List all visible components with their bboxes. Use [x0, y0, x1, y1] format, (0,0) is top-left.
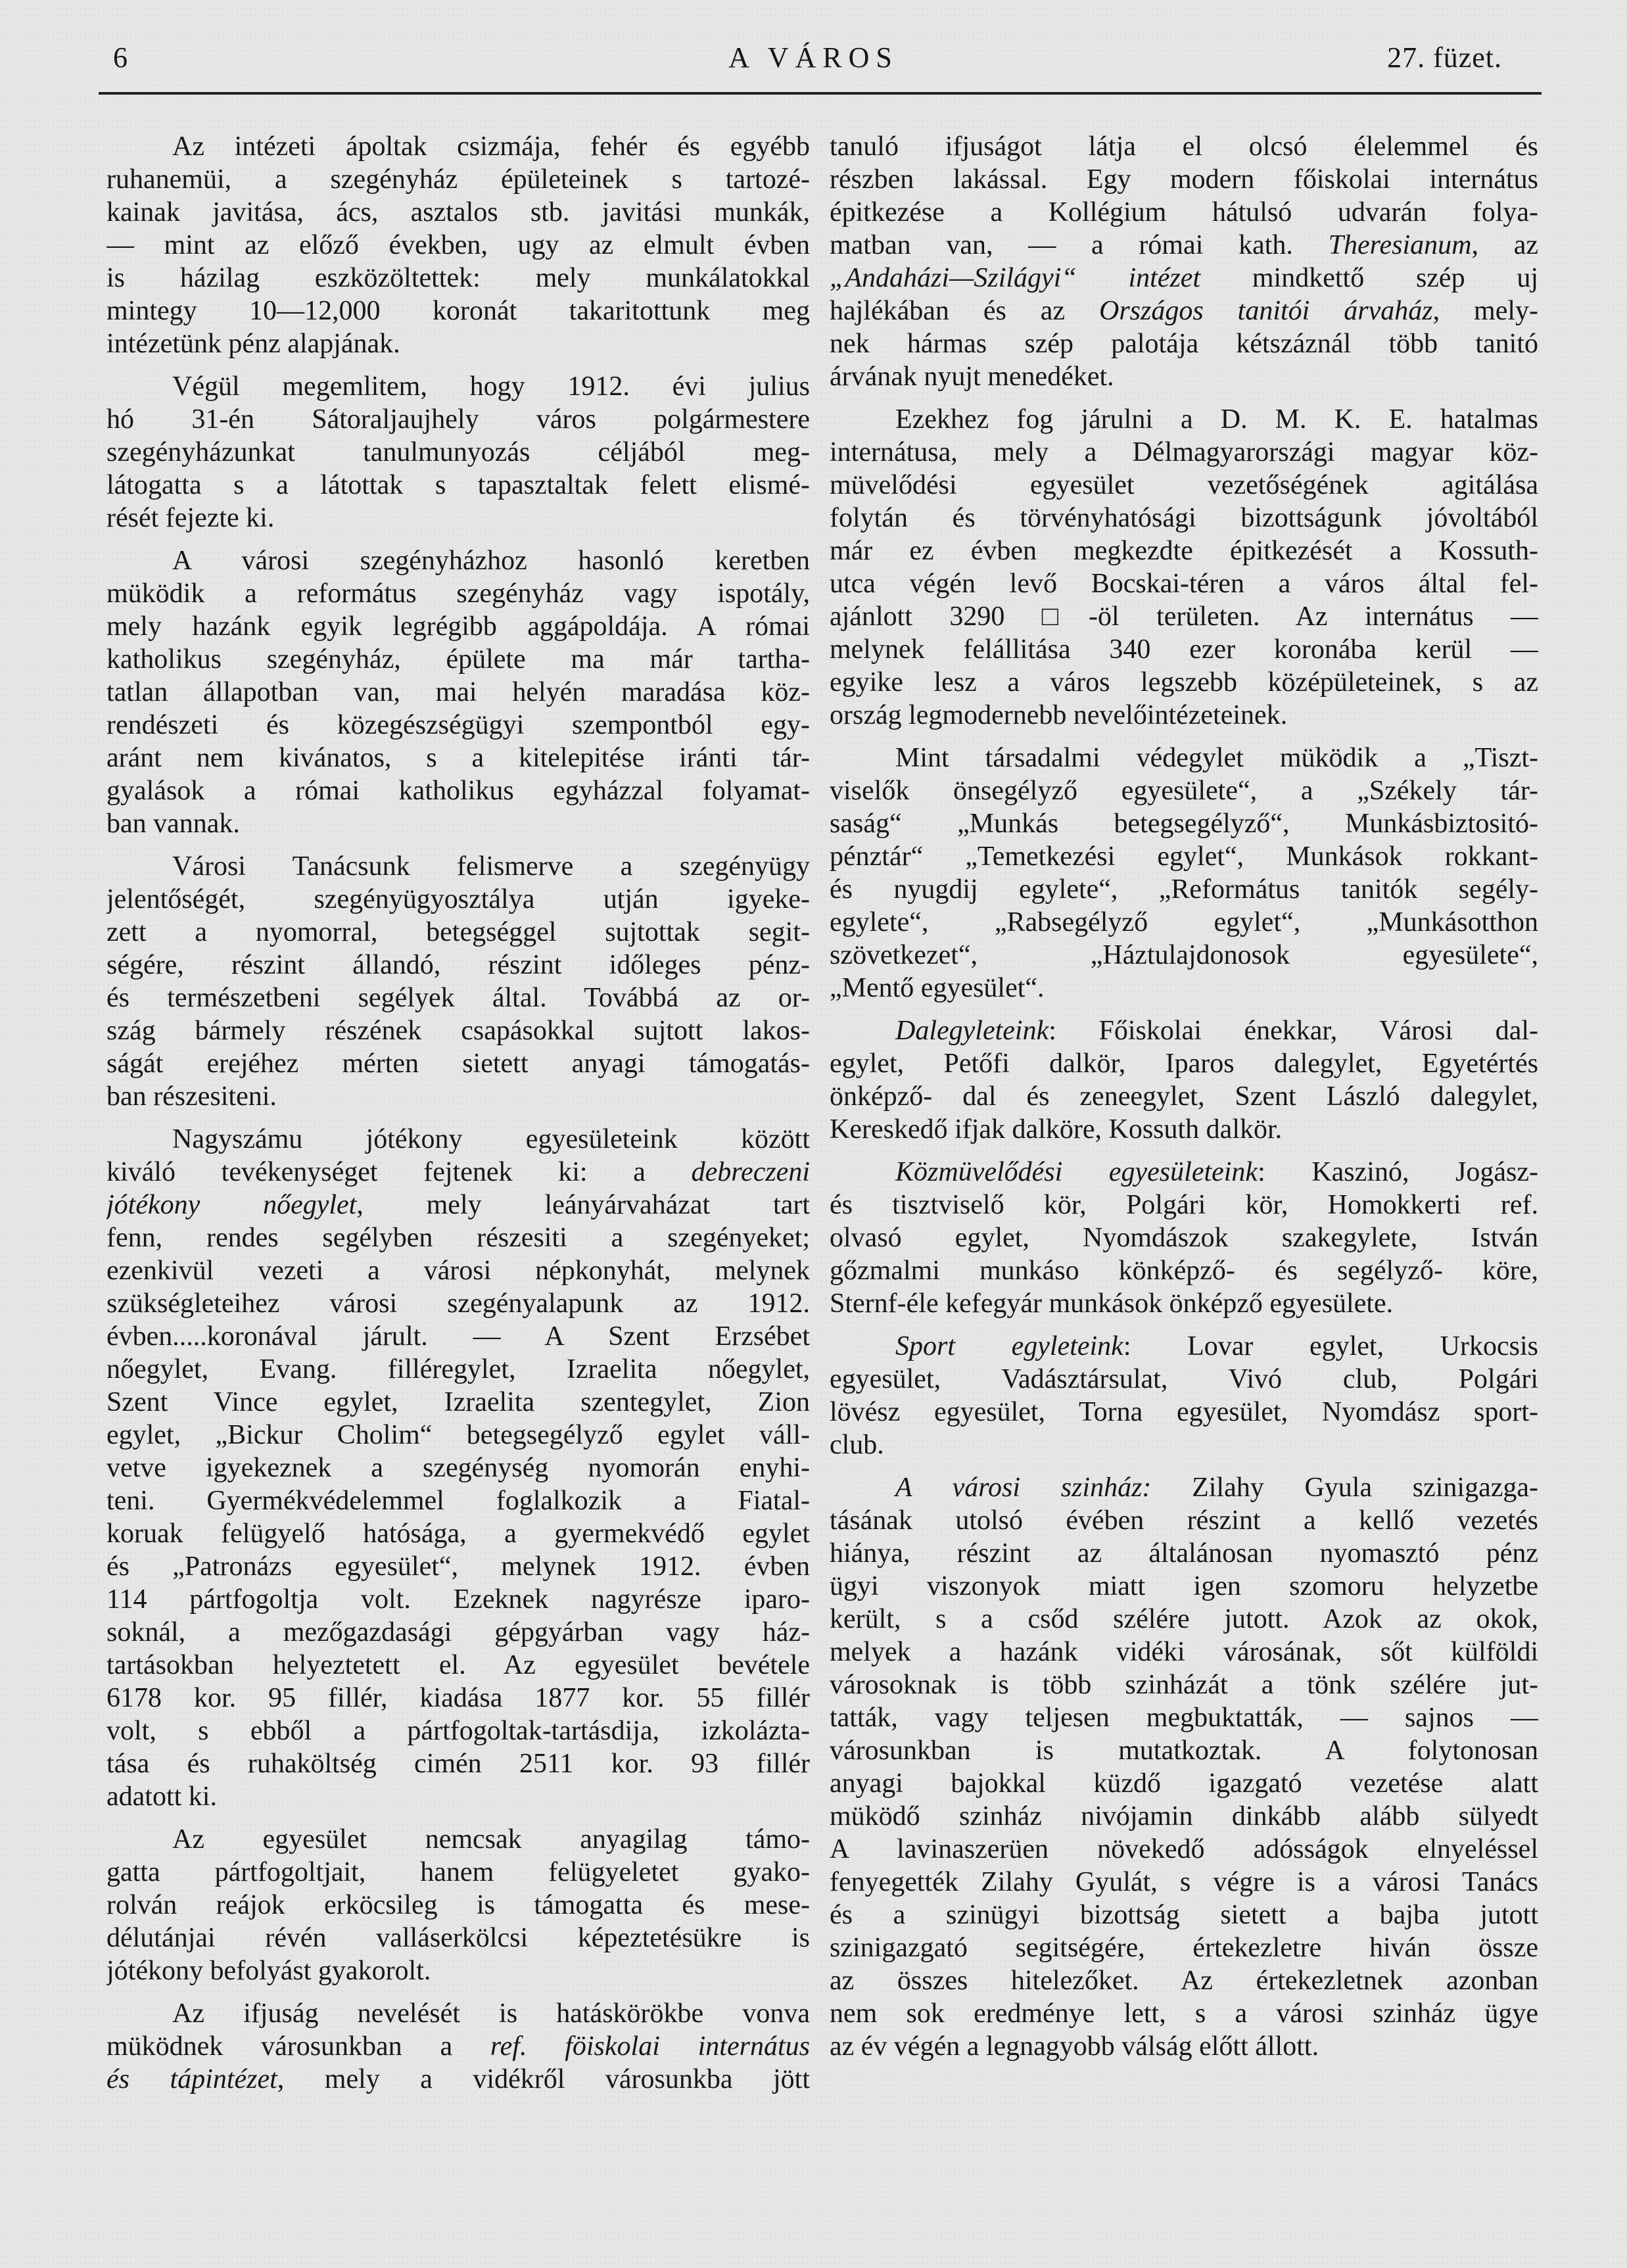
text-line — [106, 1221, 810, 1254]
text-line — [106, 577, 810, 610]
text-line — [830, 1047, 1538, 1080]
text-line — [830, 1636, 1538, 1668]
text-line — [106, 130, 810, 163]
text-line — [106, 1047, 810, 1080]
italic-segment: Theresianum — [1328, 230, 1472, 260]
text-line — [106, 1889, 810, 1922]
text-segment: hiánya, részint az általánosan nyomasztó pénz — [830, 1538, 1538, 1569]
text-segment: mely hazánk egyik legrégibb aggápoldája. A római — [106, 611, 810, 642]
text-segment: kiváló tevékenységet fejtenek ki: a — [106, 1157, 692, 1187]
text-segment: ságát erejéhez mérten sietett anyagi támogatás- — [106, 1049, 810, 1079]
paragraph — [830, 742, 1538, 1004]
text-line — [106, 403, 810, 436]
text-line — [106, 1550, 810, 1583]
text-line — [106, 436, 810, 469]
text-line — [106, 1823, 810, 1856]
text-segment: az év végén a legnagyobb válság előtt állott. — [830, 2031, 1319, 2062]
text-segment: részben lakással. Egy modern főiskolai internátus — [830, 164, 1538, 195]
text-line — [830, 873, 1538, 906]
text-line — [830, 1866, 1538, 1899]
text-line — [830, 2030, 1538, 2063]
text-segment: tásának utolsó évében részint a kellő vezetés — [830, 1505, 1538, 1536]
text-line — [830, 360, 1538, 393]
text-line — [830, 1396, 1538, 1429]
text-line — [830, 1964, 1538, 1997]
text-segment: épitkezése a Kollégium hátulsó udvarán folya- — [830, 197, 1538, 227]
text-line — [106, 1747, 810, 1780]
paragraph — [106, 370, 810, 534]
text-line — [830, 600, 1538, 633]
italic-segment: Közmüvelődési egyesületeink — [895, 1157, 1258, 1187]
text-line — [106, 196, 810, 229]
text-segment: ban részesiteni. — [106, 1081, 277, 1112]
text-segment: egylet, Petőfi dalkör, Iparos dalegylet, Egyetértés — [830, 1049, 1538, 1079]
text-line — [106, 1353, 810, 1386]
text-line — [106, 1123, 810, 1156]
journal-title: A VÁROS — [728, 41, 899, 74]
text-line — [830, 1603, 1538, 1636]
text-line — [830, 469, 1538, 502]
text-line — [830, 1014, 1538, 1047]
text-line — [106, 1997, 810, 2030]
text-line — [830, 1363, 1538, 1396]
text-line — [830, 939, 1538, 972]
text-line — [106, 544, 810, 577]
text-line — [106, 1419, 810, 1452]
text-line — [106, 1682, 810, 1714]
text-line — [106, 262, 810, 295]
italic-segment: jótékony nőegylet — [106, 1190, 357, 1220]
text-segment: vetve igyekeznek a szegénység nyomorán enyhi- — [106, 1453, 810, 1483]
text-line — [106, 502, 810, 534]
text-segment: és „Patronázs egyesület“, melynek 1912. évben — [106, 1551, 810, 1582]
text-line — [830, 327, 1538, 360]
text-line — [830, 436, 1538, 469]
text-line — [106, 1287, 810, 1320]
text-line — [830, 1429, 1538, 1461]
text-segment: jótékony befolyást gyakorolt. — [106, 1956, 431, 1986]
text-segment: Kereskedő ifjak dalköre, Kossuth dalkör. — [830, 1114, 1283, 1145]
text-segment: A lavinaszerüen növekedő adósságok elnyeléssel — [830, 1834, 1538, 1864]
header-rule — [99, 92, 1542, 95]
text-line — [830, 1833, 1538, 1866]
text-segment: folytán és törvényhatósági bizottságunk jóvoltából — [830, 503, 1538, 533]
text-line — [830, 1767, 1538, 1800]
text-segment: rendészeti és közegészségügyi szempontból egy- — [106, 710, 810, 740]
text-line — [830, 1113, 1538, 1146]
text-segment: Végül megemlitem, hogy 1912. évi julius — [172, 371, 810, 402]
text-line — [830, 1471, 1538, 1504]
text-line — [106, 1856, 810, 1889]
text-segment: , az — [1471, 230, 1538, 260]
text-segment: Mint társadalmi védegylet müködik a „Tiszt- — [895, 743, 1538, 773]
text-line — [830, 229, 1538, 262]
text-line — [830, 196, 1538, 229]
text-segment: gatta pártfogoltjait, hanem felügyeletet gyako- — [106, 1857, 810, 1887]
italic-segment: Sport egyleteink — [895, 1331, 1123, 1361]
text-segment: Az ifjuság nevelését is hatáskörökbe vonva — [172, 1998, 810, 2029]
text-line — [830, 1899, 1538, 1931]
text-segment: — mint az előző években, ugy az elmult évben — [106, 230, 810, 260]
text-segment: gyalások a római katholikus egyházzal folyamat- — [106, 776, 810, 806]
text-line — [106, 807, 810, 840]
text-line — [830, 699, 1538, 732]
text-segment: Nagyszámu jótékony egyesületeink között — [172, 1124, 810, 1154]
text-line — [106, 1954, 810, 1987]
text-line — [830, 130, 1538, 163]
text-line — [106, 916, 810, 949]
text-segment: volt, s ebből a pártfogoltak-tartásdija, izkolázta- — [106, 1716, 810, 1746]
text-line — [830, 840, 1538, 873]
text-segment: árvának nyujt menedéket. — [830, 362, 1114, 392]
text-segment: városunkban is mutatkoztak. A folytonosan — [830, 1736, 1538, 1766]
text-line — [830, 534, 1538, 567]
text-segment: ruhanemüi, a szegényház épületeinek s tartozé- — [106, 164, 810, 195]
text-segment: szükségleteihez városi szegényalapunk az 1912. — [106, 1288, 810, 1319]
text-segment: tatlan állapotban van, mai helyén maradása köz- — [106, 677, 810, 707]
paragraph — [830, 403, 1538, 732]
text-segment: melynek felállitása 340 ezer koronába kerül — — [830, 634, 1538, 665]
text-line — [106, 1780, 810, 1813]
text-segment: Zilahy Gyula szinigazga- — [1151, 1473, 1538, 1503]
text-line — [106, 469, 810, 502]
text-segment: évben.....koronával járult. — A Szent Erzsébet — [106, 1321, 810, 1352]
text-segment: tása és ruhaköltség cimén 2511 kor. 93 fillér — [106, 1749, 810, 1779]
paragraph — [830, 1471, 1538, 2063]
text-segment: tanuló ifjuságot látja el olcsó élelemmel és — [830, 131, 1538, 162]
text-segment: „Mentő egyesület“. — [830, 973, 1045, 1003]
text-line — [830, 1800, 1538, 1833]
text-segment: az összes hitelezőket. Az értekezletnek azonban — [830, 1966, 1538, 1996]
text-line — [106, 1320, 810, 1353]
text-segment: egylet, „Bickur Cholim“ betegsegélyző egylet váll- — [106, 1420, 810, 1450]
text-segment: aránt nem kivánatos, s a kitelepitése iránti tár- — [106, 743, 810, 773]
text-segment: látogatta s a látottak s tapasztaltak felett elismé- — [106, 470, 810, 500]
text-segment: müködő szinház nivójamin dinkább alább sülyedt — [830, 1801, 1538, 1831]
text-line — [106, 229, 810, 262]
text-segment: utca végén levő Bocskai-téren a város által fel- — [830, 569, 1538, 599]
text-segment: pénztár“ „Temetkezési egylet“, Munkások rokkant- — [830, 841, 1538, 872]
text-segment: ségére, részint állandó, részint időleges pénz- — [106, 950, 810, 980]
text-segment: szegényházunkat tanulmunyozás céljából meg- — [106, 437, 810, 467]
text-segment: , mely a vidékről városunkba jött — [277, 2064, 810, 2094]
text-line — [106, 163, 810, 196]
italic-segment: „Andaházi—Szilágyi“ intézet — [830, 263, 1201, 293]
text-segment: fenyegették Zilahy Gyulát, s végre is a városi Tanács — [830, 1867, 1538, 1897]
text-segment: és nyugdij egylete“, „Református tanitók segély- — [830, 874, 1538, 905]
text-segment: önképző- dal és zeneegylet, Szent László dalegylet, — [830, 1081, 1538, 1112]
text-segment: , mely leányárvaházat tart — [356, 1190, 810, 1220]
text-line — [106, 850, 810, 883]
paragraph — [830, 130, 1538, 393]
text-segment: egyesület, Vadásztársulat, Vivó club, Polgári — [830, 1364, 1538, 1394]
text-segment: müködik a református szegényház vagy ispotály, — [106, 579, 810, 609]
text-line — [830, 972, 1538, 1004]
text-line — [830, 1701, 1538, 1734]
text-segment: nek hármas szép palotája kétszáznál több tanitó — [830, 329, 1538, 359]
text-line — [830, 1080, 1538, 1113]
text-segment: városoknak is több szinházát a tönk szélére jut- — [830, 1670, 1538, 1700]
text-line — [106, 1517, 810, 1550]
text-line — [106, 327, 810, 360]
text-line — [830, 807, 1538, 840]
text-line — [830, 1504, 1538, 1537]
text-line — [106, 1484, 810, 1517]
text-segment: egyike lesz a város legszebb középületeinek, s az — [830, 667, 1538, 697]
text-line — [106, 883, 810, 916]
text-line — [106, 1583, 810, 1616]
italic-segment: A városi szinház: — [895, 1473, 1152, 1503]
text-line — [830, 1330, 1538, 1363]
text-segment: szág bármely részének csapásokkal sujtott lakos- — [106, 1016, 810, 1046]
text-line — [830, 1570, 1538, 1603]
text-line — [830, 403, 1538, 436]
text-segment: 114 pártfogoltja volt. Ezeknek nagyrésze iparo- — [106, 1584, 810, 1615]
text-segment: ország legmodernebb nevelőintézeteinek. — [830, 700, 1288, 730]
text-line — [830, 774, 1538, 807]
text-line — [830, 1668, 1538, 1701]
text-line — [106, 370, 810, 403]
text-segment: kainak javitása, ács, asztalos stb. javitási munkák, — [106, 197, 810, 227]
left-column — [106, 130, 810, 2096]
text-segment: és természetbeni segélyek által. Továbbá az or- — [106, 983, 810, 1013]
text-segment: Az egyesület nemcsak anyagilag támo- — [172, 1824, 810, 1855]
text-segment: : Főiskolai énekkar, Városi dal- — [1049, 1016, 1538, 1046]
text-line — [830, 1221, 1538, 1254]
text-segment: müvelődési egyesület vezetőségének agitálása — [830, 470, 1538, 500]
issue-number: 27. füzet. — [1387, 41, 1502, 74]
text-line — [830, 1997, 1538, 2030]
text-segment: adatott ki. — [106, 1782, 217, 1812]
text-segment: soknál, a mezőgazdasági gépgyárban vagy ház- — [106, 1617, 810, 1647]
text-line — [106, 949, 810, 981]
text-segment: is házilag eszközöltettek: mely munkálatokkal — [106, 263, 810, 293]
text-segment: anyagi bajokkal küzdő igazgató vezetése alatt — [830, 1768, 1538, 1799]
text-segment: mintegy 10—12,000 koronát takaritottunk meg — [106, 296, 810, 326]
text-segment: teni. Gyermékvédelemmel foglalkozik a Fiatal- — [106, 1486, 810, 1516]
text-segment: ezenkivül vezeti a városi népkonyhát, melynek — [106, 1256, 810, 1286]
text-segment: : Lovar egylet, Urkocsis — [1123, 1331, 1538, 1361]
text-line — [830, 1156, 1538, 1189]
text-segment: , mely- — [1432, 296, 1538, 326]
text-segment: gőzmalmi munkáso könképző- és segélyző- köre, — [830, 1256, 1538, 1286]
text-segment: viselők önsegélyző egyesülete“, a „Székely tár- — [830, 776, 1538, 806]
text-segment: olvasó egylet, Nyomdászok szakegylete, István — [830, 1223, 1538, 1253]
text-line — [830, 1287, 1538, 1320]
paragraph — [106, 1997, 810, 2096]
text-line — [106, 1080, 810, 1113]
text-line — [106, 709, 810, 742]
text-segment: szinigazgató segitségére, értekezletre hiván össze — [830, 1933, 1538, 1963]
text-segment: jelentőségét, szegényügyosztálya utján igyeke- — [106, 884, 810, 914]
text-line — [106, 643, 810, 676]
text-segment: hó 31-én Sátoraljaujhely város polgármestere — [106, 404, 810, 435]
right-column — [830, 130, 1538, 2063]
text-segment: matban van, — a római kath. — [830, 230, 1329, 260]
text-segment: nem sok eredménye lett, s a városi szinház ügye — [830, 1998, 1538, 2029]
text-line — [106, 2063, 810, 2096]
text-segment: délutánjai révén valláserkölcsi képeztetésükre is — [106, 1923, 810, 1953]
italic-segment: Dalegyleteink — [895, 1016, 1049, 1046]
text-line — [830, 1537, 1538, 1570]
text-segment: ügyi viszonyok miatt igen szomoru helyzetbe — [830, 1571, 1538, 1601]
italic-segment: debreczeni — [691, 1157, 810, 1187]
text-segment: tartásokban helyeztetett el. Az egyesület bevétele — [106, 1650, 810, 1680]
paragraph — [830, 1156, 1538, 1320]
text-line — [106, 981, 810, 1014]
text-segment: Sternf-éle kefegyár munkások önképző egyesülete. — [830, 1288, 1394, 1319]
text-line — [106, 1616, 810, 1649]
text-segment: hajlékában és az — [830, 296, 1099, 326]
paragraph — [106, 1123, 810, 1813]
text-line — [830, 1931, 1538, 1964]
text-segment: Ezekhez fog járulni a D. M. K. E. hatalmas — [895, 404, 1538, 435]
paragraph — [830, 1330, 1538, 1461]
text-line — [830, 1734, 1538, 1767]
text-segment: került, s a csőd szélére jutott. Azok az okok, — [830, 1604, 1538, 1634]
text-line — [106, 610, 810, 643]
text-line — [106, 2030, 810, 2063]
text-segment: intézetünk pénz alapjának. — [106, 329, 400, 359]
page-number: 6 — [113, 41, 128, 74]
text-line — [830, 262, 1538, 295]
italic-segment: és tápintézet — [106, 2064, 277, 2094]
text-segment: és a szinügyi bizottság sietett a bajba jutott — [830, 1900, 1538, 1930]
text-line — [106, 1254, 810, 1287]
text-segment: müködnek városunkban a — [106, 2031, 490, 2062]
text-line — [830, 567, 1538, 600]
text-line — [106, 676, 810, 709]
text-line — [830, 1189, 1538, 1221]
paragraph — [106, 850, 810, 1113]
text-segment: ajánlott 3290 □-öl területen. Az internátus — — [830, 602, 1538, 632]
text-segment: rését fejezte ki. — [106, 503, 275, 533]
text-line — [830, 666, 1538, 699]
text-segment: koruak felügyelő hatósága, a gyermekvédő egylet — [106, 1519, 810, 1549]
text-line — [106, 774, 810, 807]
text-segment: már ez évben megkezdte épitkezését a Kossuth- — [830, 536, 1538, 566]
text-segment: saság“ „Munkás betegsegélyző“, Munkásbiztositó- — [830, 809, 1538, 839]
text-segment: zett a nyomorral, betegséggel sujtottak segit- — [106, 917, 810, 947]
text-segment: rolván reájok erköcsileg is támogatta és mese- — [106, 1890, 810, 1920]
italic-segment: ref. föiskolai internátus — [490, 2031, 810, 2062]
text-line — [830, 502, 1538, 534]
text-segment: ban vannak. — [106, 809, 240, 839]
text-line — [106, 295, 810, 327]
text-segment: melyek a hazánk vidéki városának, sőt külföldi — [830, 1637, 1538, 1667]
text-segment: nőegylet, Evang. filléregylet, Izraelita nőegylet, — [106, 1354, 810, 1384]
text-line — [830, 163, 1538, 196]
text-line — [106, 1014, 810, 1047]
text-segment: Városi Tanácsunk felismerve a szegényügy — [172, 851, 810, 882]
text-segment: egylete“, „Rabsegélyző egylet“, „Munkásotthon — [830, 907, 1538, 937]
text-line — [106, 1452, 810, 1484]
text-line — [106, 1189, 810, 1221]
text-segment: fenn, rendes segélyben részesiti a szegényeket; — [106, 1223, 810, 1253]
text-line — [106, 1714, 810, 1747]
paragraph — [830, 1014, 1538, 1146]
text-segment: tatták, vagy teljesen megbuktatták, — sajnos — — [830, 1703, 1538, 1733]
text-segment: A városi szegényházhoz hasonló keretben — [172, 546, 810, 576]
text-segment: Szent Vince egylet, Izraelita szentegylet, Zion — [106, 1387, 810, 1417]
paragraph — [106, 1823, 810, 1987]
text-line — [106, 1649, 810, 1682]
text-segment: lövész egyesület, Torna egyesület, Nyomdász sport- — [830, 1397, 1538, 1427]
text-segment: mindkettő szép uj — [1200, 263, 1538, 293]
text-segment: club. — [830, 1430, 884, 1460]
text-line — [106, 742, 810, 774]
text-segment: : Kaszinó, Jogász- — [1258, 1157, 1538, 1187]
text-line — [830, 295, 1538, 327]
text-segment: szövetkezet“, „Háztulajdonosok egyesülete“, — [830, 940, 1538, 970]
text-segment: Az intézeti ápoltak csizmája, fehér és egyébb — [172, 131, 810, 162]
text-line — [830, 742, 1538, 774]
text-segment: katholikus szegényház, épülete ma már tartha- — [106, 644, 810, 674]
text-line — [106, 1386, 810, 1419]
text-line — [106, 1922, 810, 1954]
text-segment: és tisztviselő kör, Polgári kör, Homokkerti ref. — [830, 1190, 1538, 1220]
text-line — [106, 1156, 810, 1189]
text-segment: 6178 kor. 95 fillér, kiadása 1877 kor. 55 fillér — [106, 1683, 810, 1713]
paragraph — [106, 544, 810, 840]
text-line — [830, 633, 1538, 666]
text-line — [830, 906, 1538, 939]
italic-segment: Országos tanitói árvaház — [1099, 296, 1433, 326]
text-segment: internátusa, mely a Délmagyarországi magyar köz- — [830, 437, 1538, 467]
text-line — [830, 1254, 1538, 1287]
paragraph — [106, 130, 810, 360]
